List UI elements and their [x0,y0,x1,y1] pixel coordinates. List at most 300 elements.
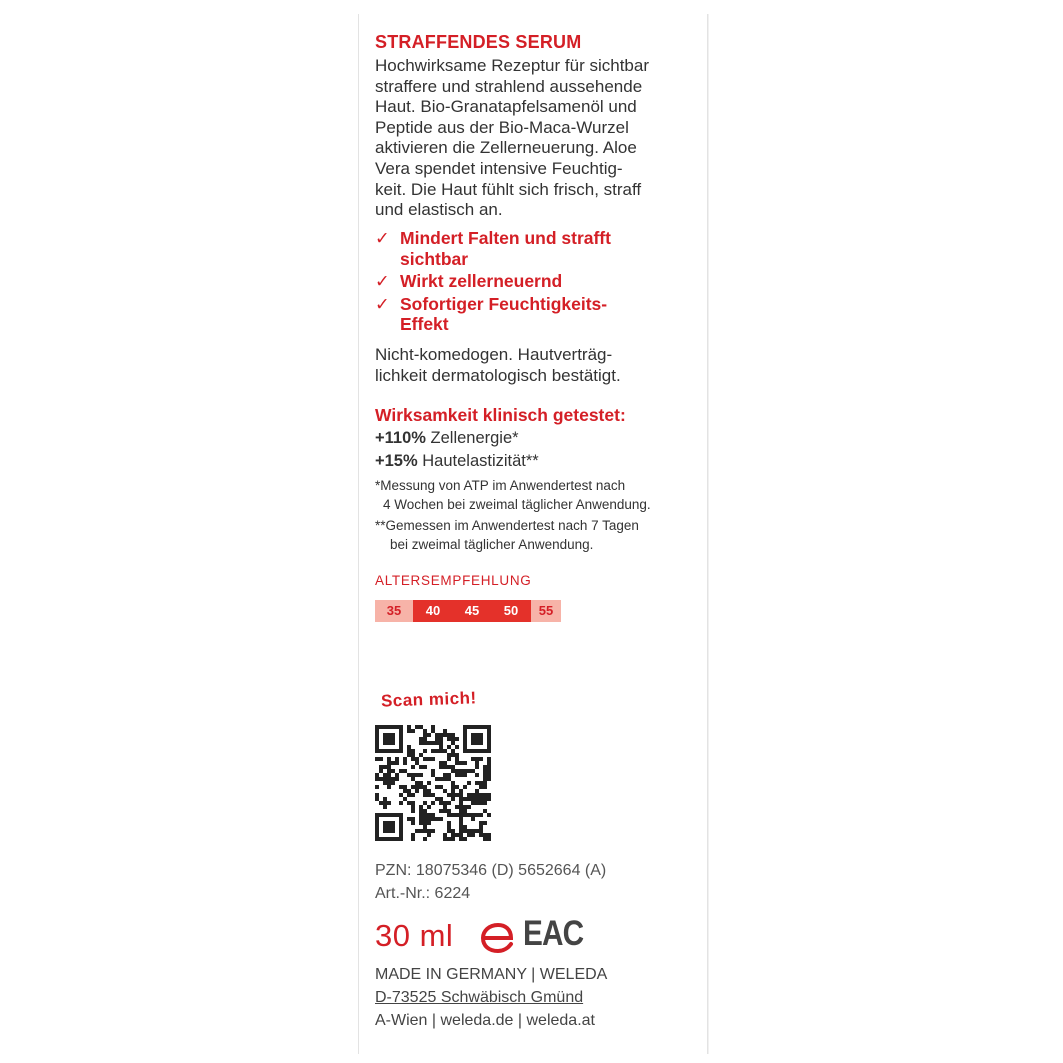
qr-module [431,757,435,761]
qr-module [471,797,475,801]
qr-module [431,773,435,777]
qr-module [447,829,451,833]
qr-module [435,749,439,753]
article-number: Art.-Nr.: 6224 [375,885,471,902]
qr-module [443,773,447,777]
qr-module [475,757,479,761]
qr-module [463,797,467,801]
product-description [375,56,695,221]
qr-module [483,749,487,753]
qr-module [431,725,435,729]
qr-module [407,817,411,821]
qr-module [451,753,455,757]
qr-module [423,789,427,793]
qr-module [479,825,483,829]
qr-code-icon[interactable] [375,725,491,841]
qr-module [487,749,491,753]
qr-module [399,745,403,749]
qr-module [411,773,415,777]
qr-module [479,781,483,785]
description-line: Haut. Bio-Granatapfelsamenöl und [375,97,637,117]
qr-module [463,837,467,841]
qr-module [383,741,387,745]
qr-module [455,757,459,761]
qr-module [419,817,423,821]
qr-module [459,837,463,841]
age-recommendation-title: ALTERSEMPFEHLUNG [375,573,532,588]
qr-module [467,793,471,797]
benefit-item [375,271,705,292]
footnote [375,516,705,554]
qr-module [463,805,467,809]
qr-module [407,773,411,777]
qr-module [383,765,387,769]
qr-module [403,761,407,765]
qr-module [423,837,427,841]
qr-module [423,749,427,753]
qr-module [463,825,467,829]
qr-module [443,733,447,737]
qr-module [423,793,427,797]
qr-module [487,729,491,733]
qr-module [487,741,491,745]
qr-module [411,801,415,805]
tolerance-note [375,344,705,386]
qr-module [471,733,475,737]
qr-module [463,733,467,737]
qr-module [383,781,387,785]
qr-module [399,833,403,837]
qr-module [387,801,391,805]
qr-module [463,745,467,749]
qr-module [451,789,455,793]
qr-module [427,789,431,793]
qr-module [431,729,435,733]
qr-module [459,829,463,833]
qr-module [447,745,451,749]
qr-module [391,813,395,817]
qr-module [475,797,479,801]
qr-module [379,765,383,769]
qr-module [375,749,379,753]
qr-module [459,801,463,805]
benefit-item [375,294,705,335]
qr-module [471,813,475,817]
qr-module [483,777,487,781]
qr-module [399,825,403,829]
qr-module [487,837,491,841]
qr-module [487,725,491,729]
qr-module [443,833,447,837]
qr-module [439,801,443,805]
qr-module [383,837,387,841]
qr-module [387,837,391,841]
qr-module [423,809,427,813]
stat-label: Hautelastizität** [417,452,539,470]
qr-module [375,757,379,761]
qr-module [467,725,471,729]
qr-module [387,757,391,761]
qr-module [467,805,471,809]
qr-module [471,737,475,741]
qr-module [395,761,399,765]
qr-module [451,793,455,797]
qr-module [407,801,411,805]
qr-module [443,809,447,813]
qr-module [439,797,443,801]
qr-module [483,809,487,813]
qr-module [399,749,403,753]
qr-module [407,725,411,729]
qr-module [483,769,487,773]
stat-value: +110% [375,429,426,447]
qr-module [487,777,491,781]
qr-module [383,829,387,833]
qr-module [467,797,471,801]
qr-module [431,793,435,797]
qr-module [479,829,483,833]
pzn-code: PZN: 18075346 (D) 5652664 (A) [375,862,607,879]
qr-module [399,829,403,833]
qr-module [383,825,387,829]
qr-module [415,761,419,765]
qr-module [431,749,435,753]
footnote-line: 4 Wochen bei zweimal täglicher Anwendung. [383,497,651,512]
qr-module [435,777,439,781]
qr-module [455,769,459,773]
qr-module [395,773,399,777]
qr-module [407,793,411,797]
qr-module [427,741,431,745]
description-line: straffere und strahlend aussehende [375,76,643,96]
qr-module [419,765,423,769]
qr-module [395,749,399,753]
qr-module [479,785,483,789]
qr-module [383,805,387,809]
qr-module [387,737,391,741]
qr-module [387,777,391,781]
qr-module [459,761,463,765]
footnote-line: bei zweimal täglicher Anwendung. [390,537,594,552]
qr-module [463,785,467,789]
benefit-item [375,228,705,269]
qr-module [395,813,399,817]
qr-module [399,729,403,733]
qr-module [415,757,419,761]
qr-module [431,813,435,817]
qr-module [383,749,387,753]
qr-module [391,821,395,825]
qr-module [463,729,467,733]
qr-module [399,737,403,741]
qr-module [391,769,395,773]
qr-module [431,829,435,833]
qr-module [423,733,427,737]
qr-module [483,797,487,801]
qr-module [395,757,399,761]
qr-module [459,793,463,797]
stat-label: Zellenergie* [425,429,519,447]
checkmark-icon: ✓ [375,228,390,248]
description-line: keit. Die Haut fühlt sich frisch, straff [375,179,642,199]
qr-module [431,817,435,821]
qr-module [379,813,383,817]
qr-module [411,765,415,769]
qr-module [479,797,483,801]
qr-module [391,749,395,753]
qr-module [415,781,419,785]
qr-module [455,793,459,797]
qr-module [379,801,383,805]
qr-module [423,821,427,825]
qr-module [451,813,455,817]
qr-module [375,817,379,821]
qr-module [435,737,439,741]
qr-module [387,781,391,785]
qr-module [399,817,403,821]
qr-module [439,733,443,737]
qr-module [383,797,387,801]
qr-module [431,801,435,805]
qr-module [487,769,491,773]
qr-module [459,821,463,825]
qr-module [383,733,387,737]
qr-module [403,757,407,761]
qr-module [447,821,451,825]
qr-module [387,765,391,769]
qr-module [427,733,431,737]
qr-module [479,737,483,741]
qr-module [455,761,459,765]
qr-module [375,729,379,733]
qr-module [447,813,451,817]
qr-module [391,741,395,745]
qr-module [427,805,431,809]
qr-module [435,797,439,801]
qr-module [459,805,463,809]
qr-module [399,793,403,797]
qr-module [427,833,431,837]
qr-module [483,793,487,797]
qr-module [479,833,483,837]
qr-module [459,797,463,801]
qr-module [387,829,391,833]
qr-module [411,809,415,813]
qr-module [415,789,419,793]
benefit-line: Mindert Falten und strafft [400,228,611,248]
qr-module [439,765,443,769]
qr-module [475,781,479,785]
qr-module [379,837,383,841]
qr-module [463,761,467,765]
qr-module [467,749,471,753]
qr-module [483,837,487,841]
qr-module [463,725,467,729]
benefit-line: sichtbar [400,248,469,269]
qr-module [399,741,403,745]
qr-module [387,741,391,745]
qr-module [443,801,447,805]
qr-module [399,837,403,841]
footnote-line: **Gemessen im Anwendertest nach 7 Tagen [375,518,639,533]
qr-module [379,749,383,753]
qr-module [435,817,439,821]
qr-module [447,737,451,741]
qr-module [463,809,467,813]
qr-module [407,753,411,757]
qr-module [403,769,407,773]
note-line: lichkeit dermatologisch bestätigt. [375,366,621,385]
qr-module [395,725,399,729]
qr-module [451,833,455,837]
qr-module [455,833,459,837]
qr-module [447,801,451,805]
qr-module [451,733,455,737]
qr-module [439,741,443,745]
qr-module [391,733,395,737]
qr-module [467,781,471,785]
qr-module [455,785,459,789]
qr-module [451,781,455,785]
qr-module [375,813,379,817]
qr-module [471,817,475,821]
qr-module [411,729,415,733]
qr-module [411,785,415,789]
age-cell: 55 [531,600,561,622]
qr-module [479,757,483,761]
qr-module [467,829,471,833]
qr-module [439,745,443,749]
qr-module [387,825,391,829]
qr-module [383,801,387,805]
qr-module [479,821,483,825]
qr-module [383,777,387,781]
qr-module [419,773,423,777]
qr-module [427,829,431,833]
qr-module [431,741,435,745]
qr-module [443,805,447,809]
age-cell: 35 [375,600,413,622]
qr-module [483,781,487,785]
scan-me-label: Scan mich! [380,688,477,711]
qr-module [387,821,391,825]
qr-module [475,765,479,769]
qr-module [475,813,479,817]
efficacy-stat [375,429,519,448]
volume: 30 ml [375,918,454,953]
qr-module [399,785,403,789]
qr-module [487,813,491,817]
qr-module [407,789,411,793]
qr-module [423,825,427,829]
qr-module [391,725,395,729]
qr-module [395,777,399,781]
qr-module [391,761,395,765]
qr-module [443,761,447,765]
qr-module [443,729,447,733]
qr-module [387,769,391,773]
qr-module [391,777,395,781]
qr-module [383,725,387,729]
description-line: aktivieren die Zellerneuerung. Aloe [375,138,637,158]
qr-module [379,757,383,761]
qr-module [459,809,463,813]
qr-module [419,753,423,757]
maker-address: D-73525 Schwäbisch Gmünd [375,989,584,1006]
qr-module [399,725,403,729]
qr-module [423,737,427,741]
qr-module [419,829,423,833]
qr-module [375,741,379,745]
qr-module [475,801,479,805]
qr-module [379,725,383,729]
qr-module [375,825,379,829]
benefit-line: Sofortiger Feuchtigkeits- [400,293,608,314]
qr-module [451,769,455,773]
efficacy-stat [375,452,539,471]
age-cell: 40 [413,600,453,622]
description-line: Vera spendet intensive Feuchtig- [375,158,623,178]
note-line: Nicht-komedogen. Hautverträg- [375,345,613,364]
qr-module [471,829,475,833]
qr-module [439,809,443,813]
qr-module [471,793,475,797]
qr-module [443,749,447,753]
description-line: Peptide aus der Bio-Maca-Wurzel [375,117,629,137]
qr-module [463,769,467,773]
qr-module [459,789,463,793]
qr-module [435,733,439,737]
qr-module [483,801,487,805]
qr-module [459,817,463,821]
qr-module [419,821,423,825]
qr-module [475,761,479,765]
qr-module [411,749,415,753]
age-cell: 45 [453,600,491,622]
qr-module [375,829,379,833]
qr-module [387,773,391,777]
age-scale [375,600,561,622]
qr-module [451,797,455,801]
checkmark-icon: ✓ [375,271,390,291]
qr-module [475,725,479,729]
qr-module [463,749,467,753]
qr-module [483,821,487,825]
qr-module [471,757,475,761]
qr-module [427,817,431,821]
qr-module [375,733,379,737]
age-cell: 50 [491,600,531,622]
qr-module [467,769,471,773]
qr-module [447,753,451,757]
qr-module [467,833,471,837]
qr-module [419,809,423,813]
qr-module [455,773,459,777]
qr-module [415,773,419,777]
stat-value: +15% [375,452,418,470]
footnote-line: *Messung von ATP im Anwendertest nach [375,478,626,493]
qr-module [447,777,451,781]
made-in: MADE IN GERMANY | WELEDA [375,966,608,983]
qr-module [391,825,395,829]
qr-module [399,821,403,825]
qr-module [407,749,411,753]
qr-module [483,833,487,837]
qr-module [383,737,387,741]
qr-module [411,821,415,825]
qr-module [479,813,483,817]
description-line: und elastisch an. [375,200,503,220]
